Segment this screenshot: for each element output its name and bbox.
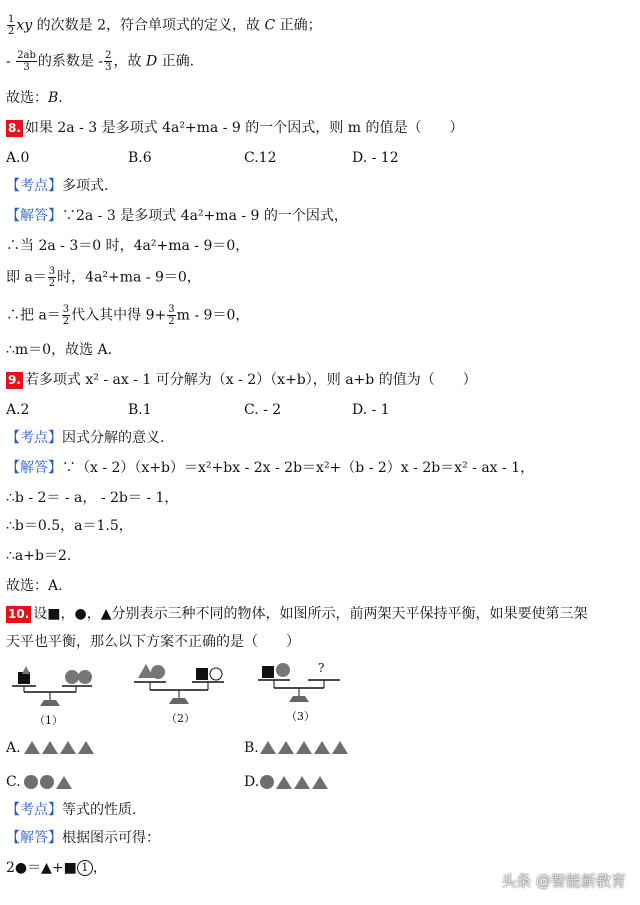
solution-step: ∴b - 2＝ - a， - 2b＝ - 1，: [6, 490, 179, 506]
option-d-shapes: [260, 775, 328, 789]
kaodian-line: 【考点】等式的性质.: [6, 802, 137, 818]
triangle-shape: [56, 776, 72, 789]
solution-step: ∴a+b＝2.: [6, 548, 72, 564]
circle-shape: [65, 670, 79, 684]
balance-1: [12, 666, 92, 706]
option-a: A.0: [6, 150, 30, 166]
kaodian-tag: 【考点】: [6, 802, 62, 818]
solution-line: - $\frac{2ab}{3}$ 的系数是 - $\frac{2}{3}$ ，故 D 正确.: [6, 50, 195, 73]
triangle-shape: [314, 741, 330, 754]
kaodian-tag: 【考点】: [6, 178, 62, 194]
circle-shape: [78, 670, 92, 684]
circle-shape: [24, 775, 38, 789]
option-c-shapes: [24, 775, 72, 789]
jieda-line: 【解答】∵（x - 2）（x+b）＝x²+bx - 2x - 2b＝x²+（b - 2）x - 2b＝x² - ax - 1，: [6, 460, 535, 476]
option-b: B.1: [128, 402, 152, 418]
option-a: A.: [6, 740, 21, 756]
option-c: C. - 2: [244, 402, 282, 418]
triangle-shape: [294, 776, 310, 789]
jieda-line: 【解答】∵2a - 3 是多项式 4a²+ma - 9 的一个因式，: [6, 208, 348, 224]
question-10-stem-cont: 天平也平衡，那么以下方案不正确的是（ ）: [6, 634, 300, 650]
triangle-shape: [22, 666, 30, 674]
answer-line: 故选：B.: [6, 90, 63, 106]
equation-line: 2●＝▲+■ 1 ，: [6, 860, 107, 876]
circle-shape: [151, 665, 165, 679]
triangle-shape: [296, 741, 312, 754]
question-9-stem: 9. 若多项式 x² - ax - 1 可分解为（x - 2）（x+b），则 a+b 的值为（ ）: [8, 372, 477, 388]
solution-line: $\frac{1}{2}$ xy 的次数是 2，符合单项式的定义，故 C 正确；: [8, 14, 322, 37]
option-b-shapes: [260, 741, 348, 754]
circled-number: 1: [77, 860, 93, 876]
answer-line: 故选：A.: [6, 578, 63, 594]
solution-step: ∴把 a＝ $\frac{3}{2}$ 代入其中得 9+ $\frac{3}{2}$ m - 9＝0，: [6, 304, 250, 327]
triangle-shape: [312, 776, 328, 789]
fraction: $\frac{1}{2}$: [8, 14, 15, 37]
option-d: D. - 12: [352, 150, 399, 166]
option-b: B.6: [128, 150, 152, 166]
solution-step: 即 a＝ $\frac{3}{2}$ 时，4a²+ma - 9＝0，: [6, 266, 201, 289]
circle-shape: [276, 663, 290, 677]
question-10-stem: 10. 设■，●，▲分别表示三种不同的物体，如图所示，前两架天平保持平衡，如果要使第三架: [8, 606, 588, 622]
question-8-stem: 8. 如果 2a - 3 是多项式 4a²+ma - 9 的一个因式，则 m 的值是（ ）: [8, 120, 464, 136]
question-number-badge: 8.: [8, 121, 21, 135]
fraction: $\frac{2ab}{3}$: [17, 50, 36, 73]
triangle-shape: [278, 741, 294, 754]
circle-shape: [260, 775, 274, 789]
figure-caption-2: （2）: [166, 712, 195, 725]
balance-2: [134, 664, 224, 704]
triangle-shape: [78, 741, 94, 754]
triangle-shape: [42, 741, 58, 754]
option-d: D.: [244, 774, 260, 790]
jieda-tag: 【解答】: [6, 460, 62, 476]
figure-caption-3: （3）: [286, 710, 315, 723]
triangle-shape: [276, 776, 292, 789]
option-c: C.: [6, 774, 21, 790]
jieda-tag: 【解答】: [6, 830, 62, 846]
option-d: D. - 1: [352, 402, 390, 418]
jieda-tag: 【解答】: [6, 208, 62, 224]
triangle-shape: [60, 741, 76, 754]
fraction: $\frac{2}{3}$: [105, 50, 112, 73]
circle-shape: [40, 775, 54, 789]
triangle-shape: [24, 741, 40, 754]
option-c: C.12: [244, 150, 277, 166]
kaodian-line: 【考点】多项式.: [6, 178, 109, 194]
jieda-line: 【解答】根据图示可得：: [6, 830, 160, 846]
question-number-badge: 9.: [8, 373, 21, 387]
watermark: 头条 @智能新教育: [501, 872, 626, 890]
kaodian-line: 【考点】因式分解的意义.: [6, 430, 165, 446]
question-number-badge: 10.: [8, 607, 30, 621]
question-mark: ?: [318, 661, 325, 675]
solution-step: ∴b＝0.5，a＝1.5，: [6, 518, 133, 534]
solution-step: ∴当 2a - 3＝0 时，4a²+ma - 9＝0，: [6, 238, 250, 254]
option-a: A.2: [6, 402, 30, 418]
fraction: $\frac{3}{2}$: [62, 304, 70, 327]
balance-3: [258, 661, 340, 702]
triangle-shape: [332, 741, 348, 754]
kaodian-tag: 【考点】: [6, 430, 62, 446]
solution-step: ∴m＝0，故选 A.: [6, 342, 113, 358]
option-a-shapes: [24, 741, 94, 754]
fraction: $\frac{3}{2}$: [48, 266, 56, 289]
circle-outline-shape: [210, 668, 222, 680]
square-shape: [196, 668, 208, 680]
figure-caption-1: （1）: [34, 714, 63, 727]
triangle-shape: [260, 741, 276, 754]
option-b: B.: [244, 740, 259, 756]
square-shape: [262, 666, 274, 678]
fraction: $\frac{3}{2}$: [168, 304, 175, 327]
